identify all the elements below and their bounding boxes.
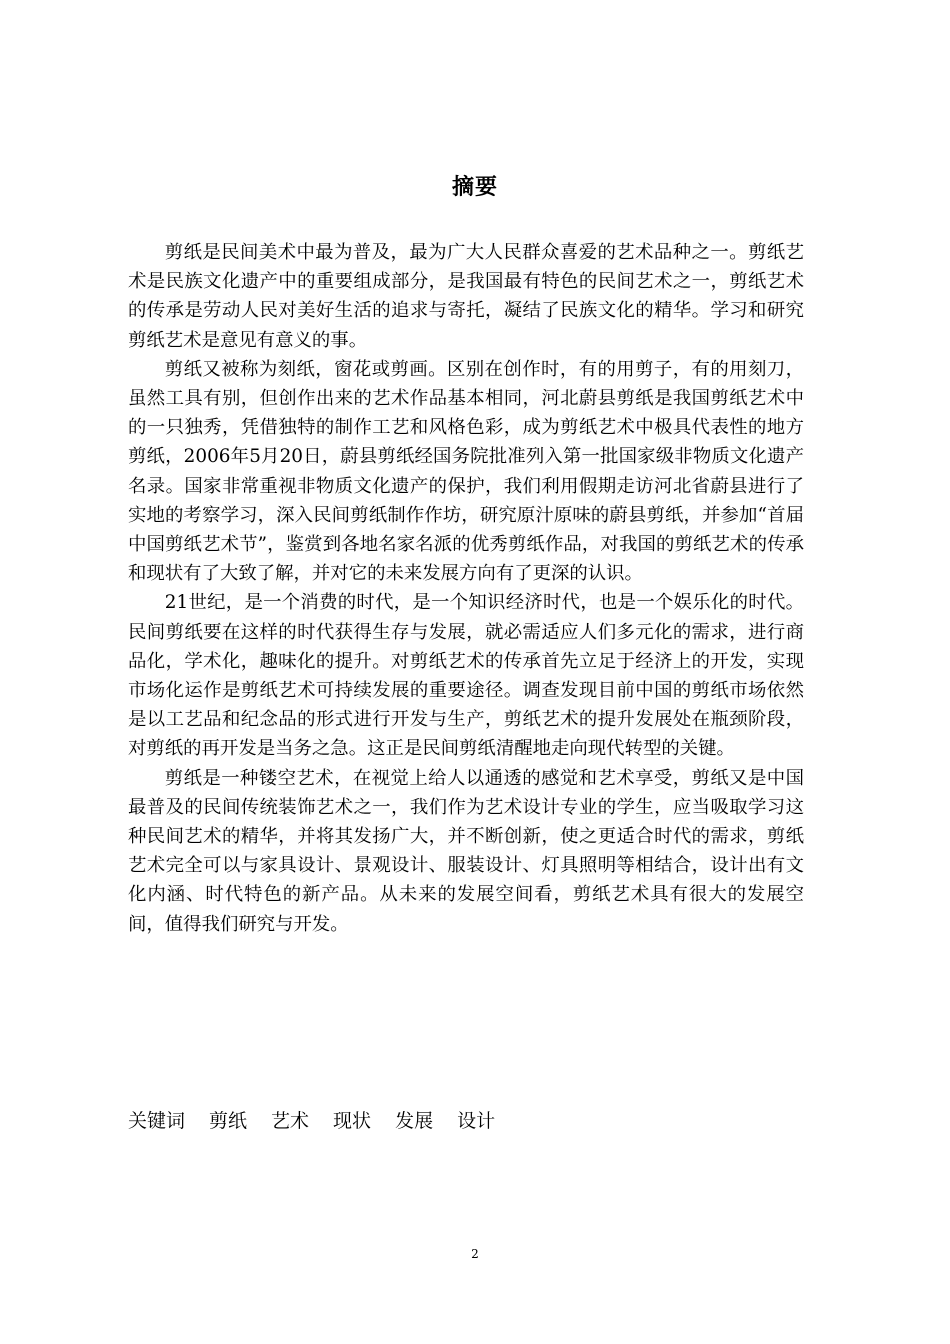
keywords-line xyxy=(128,1106,804,1136)
paragraph: 剪纸是民间美术中最为普及，最为广大人民群众喜爱的艺术品种之一。剪纸艺术是民族文化遗产中的重要组成部分，是我国最有特色的民间艺术之一，剪纸艺术的传承是劳动人民对美好生活的追求与寄托，凝结了民族文化的精华。学习和研究剪纸艺术是意见有意义的事。 xyxy=(128,242,804,351)
keywords-label: 关键词 xyxy=(128,1110,186,1132)
abstract-body xyxy=(128,238,804,939)
paragraph: 21世纪，是一个消费的时代，是一个知识经济时代，也是一个娱乐化的时代。民间剪纸要在这样的时代获得生存与发展，就必需适应人们多元化的需求，进行商品化，学术化，趣味化的提升。对剪纸艺术的传承首先立足于经济上的开发，实现市场化运作是剪纸艺术可持续发展的重要途径。调查发现目前中国的剪纸市场依然是以工艺品和纪念品的形式进行开发与生产，剪纸艺术的提升发展处在瓶颈阶段，对剪纸的再开发是当务之急。这正是民间剪纸清醒地走向现代转型的关键。 xyxy=(128,592,804,760)
keyword: 设计 xyxy=(457,1110,496,1132)
paragraph: 剪纸是一种镂空艺术，在视觉上给人以通透的感觉和艺术享受，剪纸又是中国最普及的民间传统装饰艺术之一，我们作为艺术设计专业的学生，应当吸取学习这种民间艺术的精华，并将其发扬广大，并不断创新，使之更适合时代的需求，剪纸艺术完全可以与家具设计、景观设计、服装设计、灯具照明等相结合，设计出有文化内涵、时代特色的新产品。从未来的发展空间看，剪纸艺术具有很大的发展空间，值得我们研究与开发。 xyxy=(128,767,804,935)
abstract-title: 摘要 xyxy=(451,175,498,200)
page-number: 2 xyxy=(471,1247,479,1261)
keyword: 发展 xyxy=(395,1110,434,1132)
keyword: 剪纸 xyxy=(209,1110,248,1132)
paragraph: 剪纸又被称为刻纸，窗花或剪画。区别在创作时，有的用剪子，有的用刻刀，虽然工具有别，但创作出来的艺术作品基本相同，河北蔚县剪纸是我国剪纸艺术中的一只独秀，凭借独特的制作工艺和风格色彩，成为剪纸艺术中极具代表性的地方剪纸，2006年5月20日，蔚县剪纸经国务院批准列入第一批国家级非物质文化遗产名录。国家非常重视非物质文化遗产的保护，我们利用假期走访河北省蔚县进行了实地的考察学习，深入民间剪纸制作作坊，研究原汁原味的蔚县剪纸，并参加“首届中国剪纸艺术节”，鉴赏到各地名家名派的优秀剪纸作品，对我国的剪纸艺术的传承和现状有了大致了解，并对它的未来发展方向有了更深的认识。 xyxy=(128,358,804,585)
keyword: 现状 xyxy=(333,1110,372,1132)
keyword: 艺术 xyxy=(271,1110,310,1132)
